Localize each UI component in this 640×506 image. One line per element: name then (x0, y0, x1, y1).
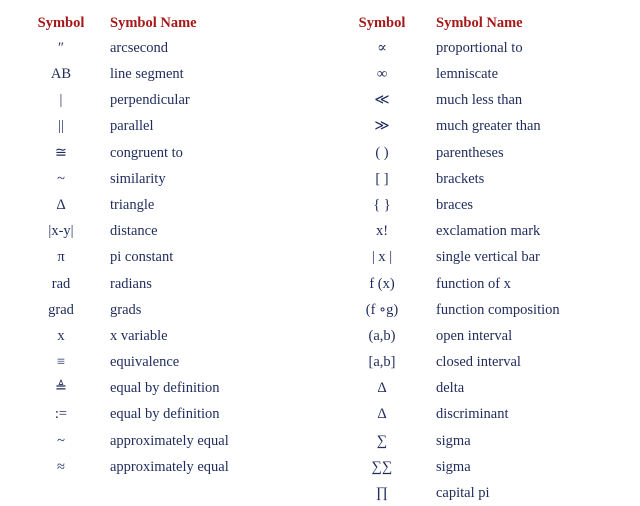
symbol-name-cell: exclamation mark (436, 223, 541, 240)
symbol-name-cell: sigma (436, 432, 471, 449)
symbol-name-cell: discriminant (436, 406, 509, 423)
symbol-name-cell: equal by definition (110, 406, 220, 423)
symbol-name-cell: equivalence (110, 354, 180, 371)
symbol-cell: ∑∑ (371, 458, 393, 475)
symbol-name-cell: parallel (110, 118, 154, 135)
symbol-cell: Δ (56, 196, 66, 213)
table-row (22, 192, 229, 218)
symbol-cell: ≡ (56, 354, 66, 371)
table-row (342, 480, 560, 506)
symbol-cell: x (57, 327, 65, 344)
table-row (342, 428, 560, 454)
symbol-cell: { } (373, 196, 391, 213)
symbol-cell: AB (50, 66, 72, 83)
symbol-name-cell: grads (110, 301, 142, 318)
table-row (22, 349, 229, 375)
symbol-cell: x! (375, 223, 389, 240)
symbol-cell: ∑ (376, 432, 388, 449)
symbol-name-cell: proportional to (436, 39, 523, 56)
symbol-cell: ≪ (374, 92, 390, 109)
symbol-name-cell: much greater than (436, 118, 541, 135)
table-row (342, 218, 560, 244)
table-row (22, 428, 229, 454)
symbol-name-cell: equal by definition (110, 380, 220, 397)
table-row (22, 166, 229, 192)
symbol-name-cell: similarity (110, 170, 166, 187)
symbol-name-cell: line segment (110, 66, 184, 83)
symbol-cell: (a,b) (368, 327, 396, 344)
right-table-body (342, 35, 560, 506)
symbol-name-cell: capital pi (436, 485, 490, 502)
symbol-name-cell: lemniscate (436, 66, 499, 83)
symbol-name-cell: x variable (110, 327, 168, 344)
right-table-head (342, 11, 560, 35)
table-row (342, 323, 560, 349)
table-row (22, 218, 229, 244)
left-header-row (22, 11, 229, 35)
left-symbol-table (22, 11, 229, 480)
table-row (342, 140, 560, 166)
table-row (342, 245, 560, 271)
table-row (22, 297, 229, 323)
symbol-name-cell: function composition (436, 301, 560, 318)
symbol-cell: ∏ (376, 485, 388, 502)
right-header-symbol-name: Symbol Name (436, 14, 523, 31)
symbol-cell: [ ] (375, 170, 389, 187)
symbol-name-cell: approximately equal (110, 432, 229, 449)
symbol-name-cell: pi constant (110, 249, 174, 266)
symbol-cell: [a,b] (368, 354, 396, 371)
table-row (342, 271, 560, 297)
table-row (22, 245, 229, 271)
table-row (22, 140, 229, 166)
symbol-cell: ∞ (376, 66, 388, 83)
symbol-cell: ≜ (54, 380, 68, 397)
symbol-name-cell: distance (110, 223, 158, 240)
table-row (22, 375, 229, 401)
left-header-symbol-name: Symbol Name (110, 14, 197, 31)
table-row (22, 114, 229, 140)
table-row (22, 35, 229, 61)
symbol-name-cell: single vertical bar (436, 249, 540, 266)
symbol-cell: ~ (57, 432, 65, 449)
symbol-name-cell: arcsecond (110, 39, 168, 56)
table-row (22, 271, 229, 297)
table-row (22, 87, 229, 113)
left-table-head (22, 11, 229, 35)
symbol-cell: ″ (57, 39, 65, 56)
symbol-cell: ( ) (375, 144, 389, 161)
table-row (342, 114, 560, 140)
symbol-name-cell: closed interval (436, 354, 521, 371)
symbol-cell: ≈ (57, 458, 65, 475)
symbol-name-cell: parentheses (436, 144, 504, 161)
table-row (342, 402, 560, 428)
table-row (342, 61, 560, 87)
symbol-cell: |x-y| (48, 223, 74, 240)
symbol-cell: ≅ (54, 144, 68, 161)
symbol-cell: (f ∘g) (365, 301, 399, 318)
symbol-cell: Δ (377, 380, 387, 397)
symbol-cell: | (59, 92, 63, 109)
table-row (342, 166, 560, 192)
table-row (342, 375, 560, 401)
symbol-cell: ~ (57, 170, 65, 187)
table-row (342, 87, 560, 113)
symbol-cell: rad (51, 275, 71, 292)
table-row (342, 192, 560, 218)
symbol-cell: | x | (371, 249, 393, 266)
table-row (342, 454, 560, 480)
symbol-name-cell: function of x (436, 275, 511, 292)
symbol-name-cell: brackets (436, 170, 485, 187)
table-row (342, 297, 560, 323)
table-row (22, 61, 229, 87)
symbol-name-cell: radians (110, 275, 152, 292)
symbol-cell: := (54, 406, 68, 423)
symbol-cell: ≫ (374, 118, 390, 135)
symbol-cell: π (57, 249, 65, 266)
symbol-cell: ∝ (377, 39, 387, 56)
left-table-body (22, 35, 229, 480)
symbol-name-cell: open interval (436, 327, 513, 344)
symbol-name-cell: sigma (436, 458, 471, 475)
symbol-name-cell: approximately equal (110, 458, 229, 475)
table-row (342, 35, 560, 61)
symbol-name-cell: much less than (436, 92, 523, 109)
symbol-name-cell: congruent to (110, 144, 183, 161)
symbol-cell: grad (48, 301, 74, 318)
table-row (342, 349, 560, 375)
table-row (22, 323, 229, 349)
symbol-name-cell: perpendicular (110, 92, 190, 109)
table-row (22, 402, 229, 428)
table-row (22, 454, 229, 480)
right-symbol-table-block (320, 0, 640, 502)
symbol-cell: || (58, 118, 64, 135)
right-header-row (342, 11, 560, 35)
symbol-name-cell: triangle (110, 196, 155, 213)
left-header-symbol: Symbol (37, 14, 85, 31)
left-symbol-table-block (0, 0, 320, 480)
symbol-cell: f (x) (369, 275, 395, 292)
symbol-name-cell: braces (436, 196, 474, 213)
symbol-cell: Δ (377, 406, 387, 423)
symbol-name-cell: delta (436, 380, 465, 397)
right-header-symbol: Symbol (358, 14, 406, 31)
right-symbol-table (342, 11, 560, 506)
